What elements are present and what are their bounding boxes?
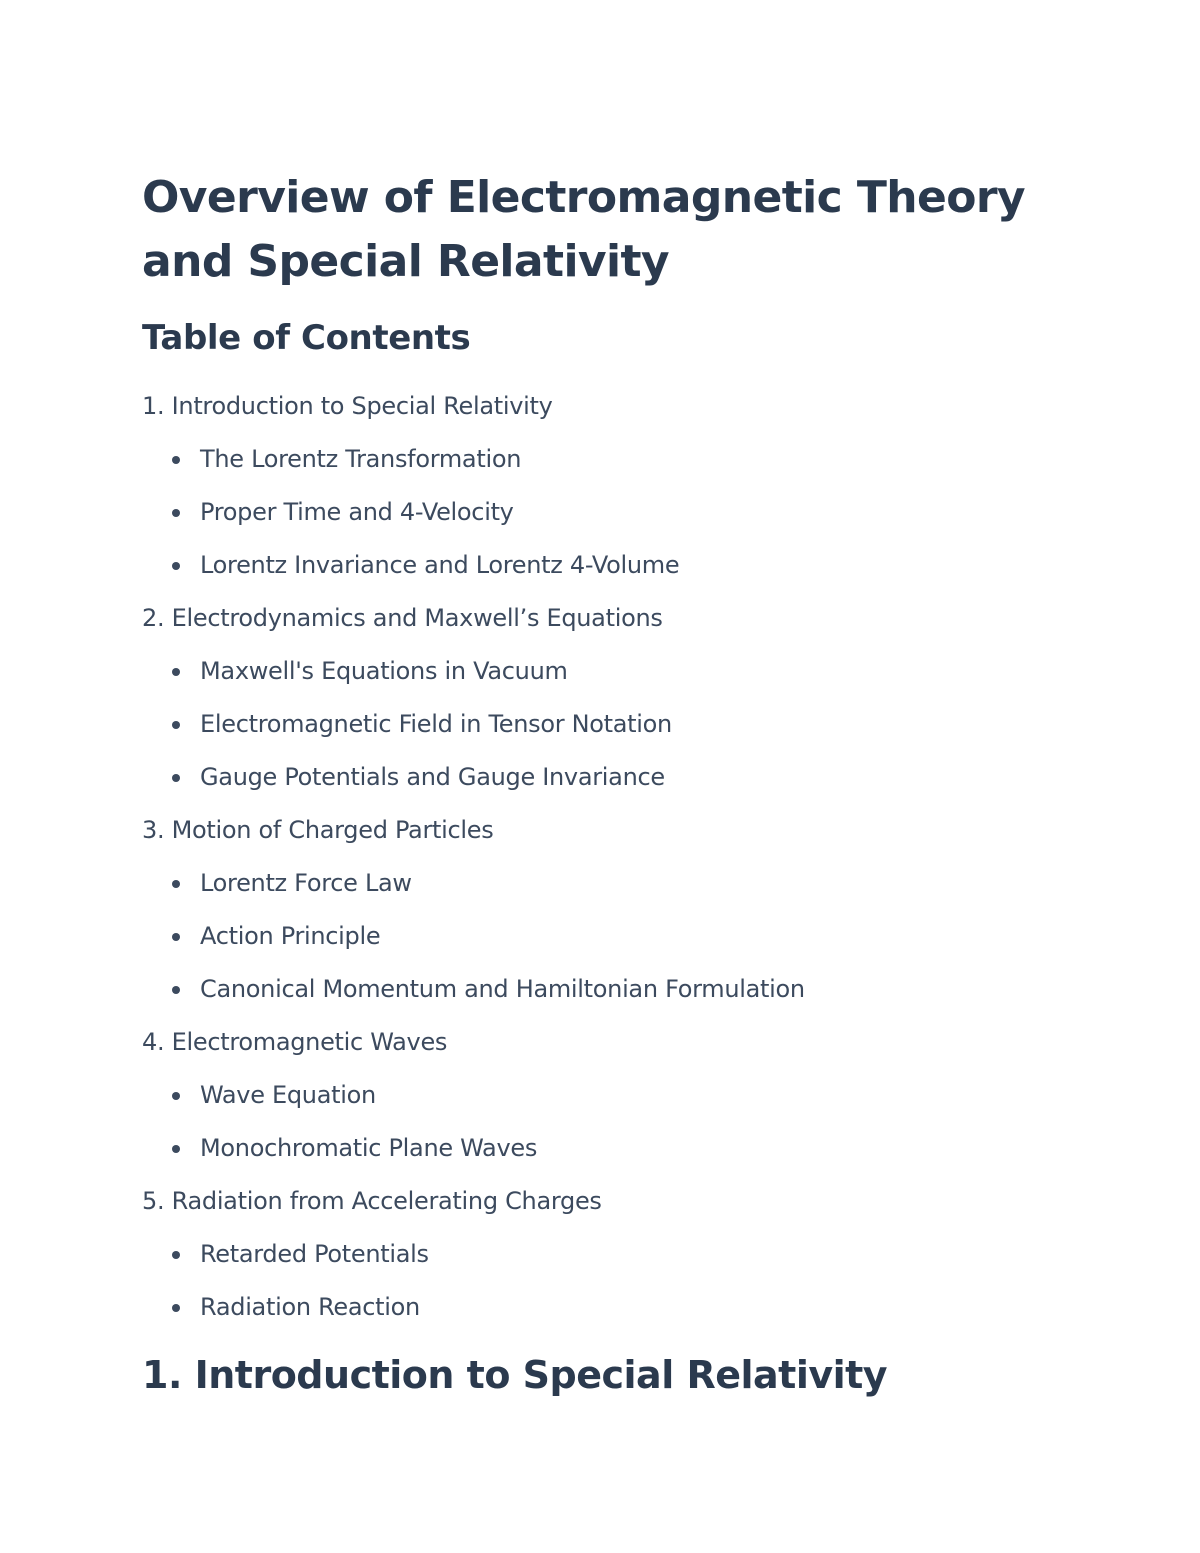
toc-item-label: Canonical Momentum and Hamiltonian Formulation bbox=[200, 975, 805, 1003]
toc-item-label: The Lorentz Transformation bbox=[200, 445, 522, 473]
toc-section-2: 2. Electrodynamics and Maxwell’s Equations bbox=[142, 604, 663, 632]
bullet-icon bbox=[172, 668, 180, 676]
toc-item bbox=[142, 971, 805, 1024]
table-of-contents bbox=[142, 388, 805, 1342]
toc-item bbox=[142, 1289, 805, 1342]
toc-item-label: Retarded Potentials bbox=[200, 1240, 429, 1268]
toc-item bbox=[142, 1130, 805, 1183]
toc-item-label: Electromagnetic Field in Tensor Notation bbox=[200, 710, 672, 738]
bullet-icon bbox=[172, 1251, 180, 1259]
toc-section-1: 1. Introduction to Special Relativity bbox=[142, 392, 553, 420]
toc-item bbox=[142, 547, 805, 600]
bullet-icon bbox=[172, 721, 180, 729]
toc-item-label: Radiation Reaction bbox=[200, 1293, 420, 1321]
toc-item-label: Maxwell's Equations in Vacuum bbox=[200, 657, 568, 685]
toc-item-label: Wave Equation bbox=[200, 1081, 376, 1109]
toc-item bbox=[142, 918, 805, 971]
toc-section-5: 5. Radiation from Accelerating Charges bbox=[142, 1187, 602, 1215]
bullet-icon bbox=[172, 562, 180, 570]
document-title: Overview of Electromagnetic Theory and Special Relativity bbox=[142, 172, 1026, 287]
bullet-icon bbox=[172, 774, 180, 782]
toc-item bbox=[142, 653, 805, 706]
toc-heading: Table of Contents bbox=[142, 318, 471, 358]
toc-item bbox=[142, 1236, 805, 1289]
bullet-icon bbox=[172, 986, 180, 994]
toc-item-label: Lorentz Invariance and Lorentz 4-Volume bbox=[200, 551, 680, 579]
toc-item bbox=[142, 494, 805, 547]
toc-item bbox=[142, 759, 805, 812]
toc-item-label: Action Principle bbox=[200, 922, 381, 950]
bullet-icon bbox=[172, 1304, 180, 1312]
toc-item-label: Monochromatic Plane Waves bbox=[200, 1134, 538, 1162]
bullet-icon bbox=[172, 933, 180, 941]
toc-item bbox=[142, 865, 805, 918]
section-heading: 1. Introduction to Special Relativity bbox=[142, 1353, 888, 1397]
bullet-icon bbox=[172, 1092, 180, 1100]
toc-item-label: Proper Time and 4-Velocity bbox=[200, 498, 514, 526]
toc-section-3: 3. Motion of Charged Particles bbox=[142, 816, 494, 844]
bullet-icon bbox=[172, 1145, 180, 1153]
bullet-icon bbox=[172, 509, 180, 517]
toc-item bbox=[142, 706, 805, 759]
bullet-icon bbox=[172, 880, 180, 888]
toc-item-label: Lorentz Force Law bbox=[200, 869, 412, 897]
bullet-icon bbox=[172, 456, 180, 464]
toc-section-4: 4. Electromagnetic Waves bbox=[142, 1028, 448, 1056]
toc-item bbox=[142, 1077, 805, 1130]
toc-item-label: Gauge Potentials and Gauge Invariance bbox=[200, 763, 665, 791]
toc-item bbox=[142, 441, 805, 494]
